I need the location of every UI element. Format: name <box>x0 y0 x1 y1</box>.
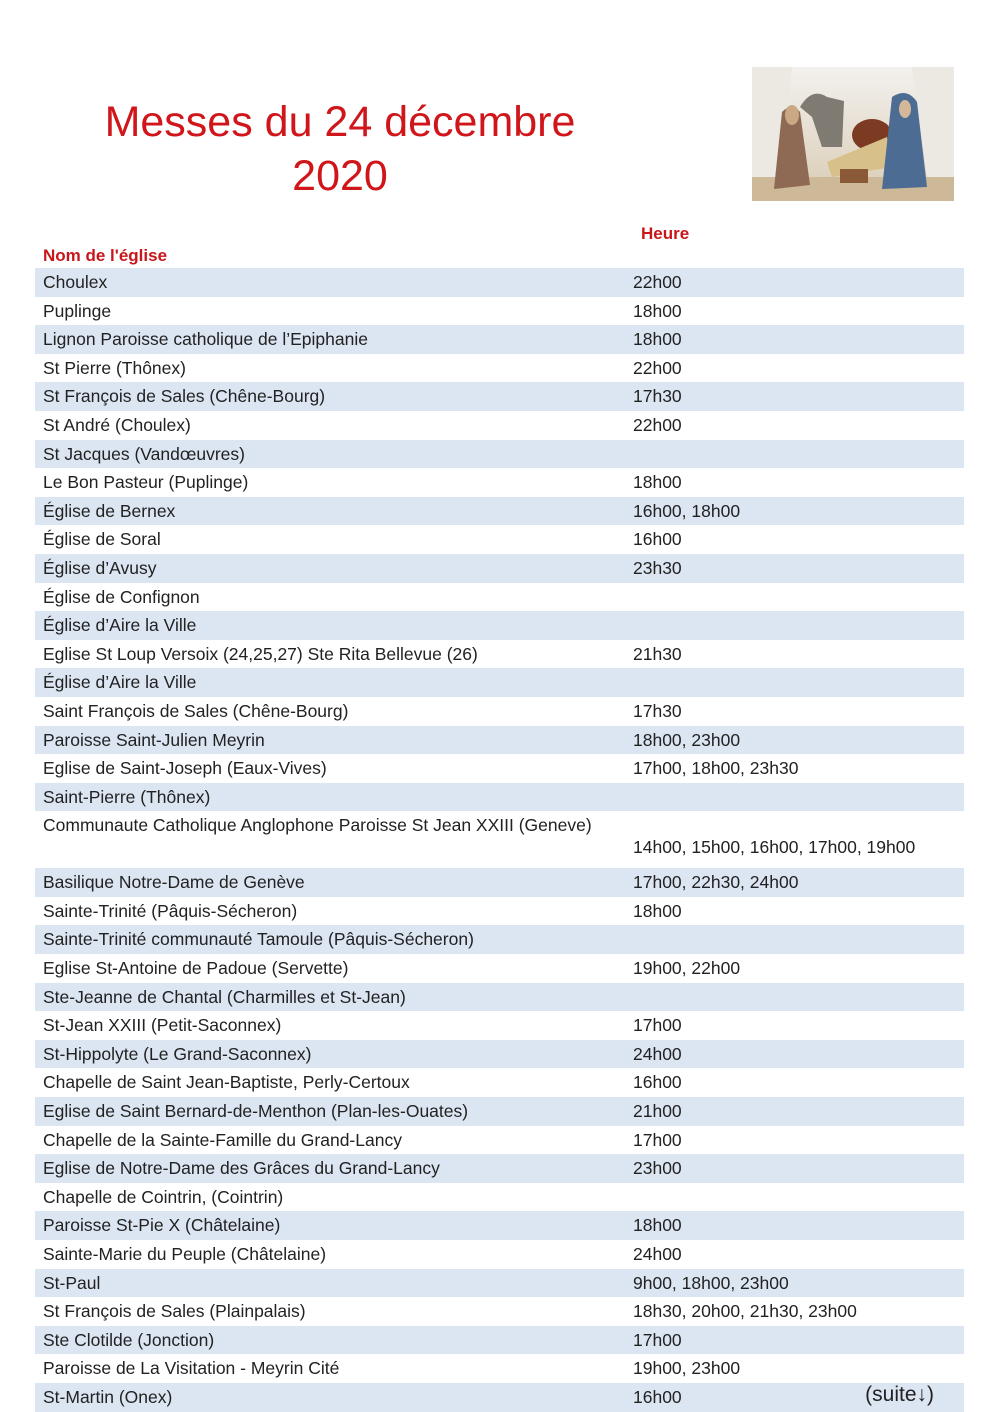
mass-times <box>633 554 964 583</box>
mass-times <box>633 611 964 640</box>
table-row <box>35 1183 964 1212</box>
continuation-note: (suite↓) <box>865 1382 934 1406</box>
table-row <box>35 868 964 897</box>
table-row <box>35 325 964 354</box>
mass-times-value: 23h00 <box>633 1158 682 1179</box>
mass-times-value: 9h00, 18h00, 23h00 <box>633 1272 789 1293</box>
table-row <box>35 1040 964 1069</box>
table-row <box>35 611 964 640</box>
page-title <box>40 95 640 203</box>
table-row <box>35 726 964 755</box>
church-name: Lignon Paroisse catholique de l’Epiphanie <box>43 329 368 350</box>
mass-times-value: 18h00, 23h00 <box>633 729 741 750</box>
mass-times-value: 14h00, 15h00, 16h00, 17h00, 19h00 <box>633 837 916 858</box>
table-row <box>35 954 964 983</box>
church-name: Sainte-Marie du Peuple (Châtelaine) <box>43 1244 327 1264</box>
mass-times-value: 18h00 <box>633 329 682 350</box>
table-row <box>35 697 964 726</box>
church-name: St-Paul <box>43 1272 101 1293</box>
mass-times <box>633 668 964 697</box>
table-row <box>35 440 964 469</box>
church-name: Saint François de Sales (Chêne-Bourg) <box>43 700 349 721</box>
table-row <box>35 297 964 326</box>
church-name: Paroisse St-Pie X (Châtelaine) <box>43 1215 281 1236</box>
mass-times-value: 18h00 <box>633 900 682 921</box>
church-name: Ste-Jeanne de Chantal (Charmilles et St-Jean) <box>43 986 406 1007</box>
table-row <box>35 811 964 868</box>
mass-times-value: 16h00 <box>633 1386 682 1407</box>
mass-times <box>633 925 964 954</box>
table-row <box>35 497 964 526</box>
mass-times-value: 17h00 <box>633 1329 682 1350</box>
mass-times <box>633 297 964 326</box>
mass-times <box>633 1011 964 1040</box>
table-row <box>35 411 964 440</box>
table-row <box>35 925 964 954</box>
mass-times <box>633 1240 964 1269</box>
mass-times-value: 17h30 <box>633 700 682 721</box>
table-row <box>35 1126 964 1155</box>
mass-times-value: 16h00 <box>633 1072 682 1093</box>
church-name: Sainte-Trinité (Pâquis-Sécheron) <box>43 900 298 921</box>
church-name: Église de Bernex <box>43 500 176 521</box>
table-row <box>35 554 964 583</box>
church-name: St Pierre (Thônex) <box>43 357 186 378</box>
table-row <box>35 897 964 926</box>
mass-times-value: 19h00, 23h00 <box>633 1358 741 1379</box>
table-row <box>35 783 964 812</box>
mass-times <box>633 525 964 554</box>
church-name: Église de Soral <box>43 529 161 550</box>
mass-times <box>633 468 964 497</box>
mass-times <box>633 783 964 812</box>
mass-times-value: 18h30, 20h00, 21h30, 23h00 <box>633 1301 857 1322</box>
church-name: St François de Sales (Chêne-Bourg) <box>43 386 326 407</box>
mass-times-value: 23h30 <box>633 557 682 578</box>
table-row <box>35 468 964 497</box>
church-name: Chapelle de la Sainte-Famille du Grand-Lancy <box>43 1129 402 1150</box>
mass-times <box>633 1097 964 1126</box>
mass-times-value: 22h00 <box>633 357 682 378</box>
table-row <box>35 1068 964 1097</box>
church-name: St François de Sales (Plainpalais) <box>43 1301 306 1322</box>
mass-times <box>633 954 964 983</box>
mass-schedule-table <box>35 268 964 1412</box>
mass-times <box>633 440 964 469</box>
table-row <box>35 1383 964 1412</box>
church-name: Eglise de Saint Bernard-de-Menthon (Plan-les-Ouates) <box>43 1101 469 1122</box>
mass-times <box>633 1126 964 1155</box>
church-name: Église d’Avusy <box>43 557 157 578</box>
title-line-2: 2020 <box>292 151 388 200</box>
table-row <box>35 1269 964 1298</box>
mass-times-value: 24h00 <box>633 1043 682 1064</box>
mass-times-value: 18h00 <box>633 300 682 321</box>
table-row <box>35 1097 964 1126</box>
mass-times-value: 19h00, 22h00 <box>633 958 741 979</box>
mass-times <box>633 411 964 440</box>
mass-times <box>633 983 964 1012</box>
table-row <box>35 668 964 697</box>
church-name: Église d’Aire la Ville <box>43 615 197 636</box>
church-name: St-Hippolyte (Le Grand-Saconnex) <box>43 1043 312 1064</box>
church-name: Basilique Notre-Dame de Genève <box>43 872 305 893</box>
church-name: St-Jean XXIII (Petit-Saconnex) <box>43 1015 282 1036</box>
mass-times <box>633 382 964 411</box>
church-name: Le Bon Pasteur (Puplinge) <box>43 472 249 493</box>
table-row <box>35 354 964 383</box>
mass-times-value: 17h00 <box>633 1129 682 1150</box>
table-row <box>35 583 964 612</box>
church-name: Chapelle de Saint Jean-Baptiste, Perly-Certoux <box>43 1072 410 1093</box>
mass-times <box>633 1326 964 1355</box>
mass-times <box>633 1183 964 1212</box>
church-name: Communaute Catholique Anglophone Paroisse St Jean XXIII (Geneve) <box>43 815 592 836</box>
church-name: Saint-Pierre (Thônex) <box>43 786 211 807</box>
table-row <box>35 1326 964 1355</box>
mass-times <box>633 1154 964 1183</box>
church-name: Paroisse Saint-Julien Meyrin <box>43 729 265 750</box>
column-header-name: Nom de l'église <box>43 246 168 265</box>
church-name: Sainte-Trinité communauté Tamoule (Pâquis-Sécheron) <box>43 929 474 950</box>
mass-times <box>633 268 964 297</box>
mass-times <box>633 726 964 755</box>
mass-times <box>633 697 964 726</box>
mass-times-value: 16h00, 18h00 <box>633 500 741 521</box>
table-row <box>35 1240 964 1269</box>
church-name: Puplinge <box>43 300 112 321</box>
table-row <box>35 1354 964 1383</box>
church-name: St Jacques (Vandœuvres) <box>43 443 245 464</box>
mass-times-value: 22h00 <box>633 414 682 435</box>
mass-times-value: 24h00 <box>633 1244 682 1264</box>
title-line-1: Messes du 24 décembre <box>104 97 576 146</box>
church-name: Eglise St Loup Versoix (24,25,27) Ste Rita Bellevue (26) <box>43 643 478 664</box>
mass-times <box>633 1383 964 1412</box>
church-name: Église de Confignon <box>43 586 200 607</box>
church-name: Eglise de Saint-Joseph (Eaux-Vives) <box>43 758 327 779</box>
mass-times <box>633 497 964 526</box>
table-row <box>35 382 964 411</box>
church-name: St-Martin (Onex) <box>43 1386 173 1407</box>
table-row <box>35 268 964 297</box>
table-row <box>35 525 964 554</box>
church-name: Église d’Aire la Ville <box>43 672 197 693</box>
table-row <box>35 1154 964 1183</box>
table-row <box>35 640 964 669</box>
mass-times <box>633 640 964 669</box>
church-name: Eglise de Notre-Dame des Grâces du Grand-Lancy <box>43 1158 440 1179</box>
mass-times-value: 17h00, 18h00, 23h30 <box>633 758 799 779</box>
mass-times-value: 18h00 <box>633 472 682 493</box>
mass-times-value: 17h30 <box>633 386 682 407</box>
church-name: Paroisse de La Visitation - Meyrin Cité <box>43 1358 340 1379</box>
church-name: Chapelle de Cointrin, (Cointrin) <box>43 1186 284 1207</box>
mass-times <box>633 1269 964 1298</box>
church-name: Eglise St-Antoine de Padoue (Servette) <box>43 958 349 979</box>
table-row <box>35 1211 964 1240</box>
table-row <box>35 983 964 1012</box>
table-row <box>35 1011 964 1040</box>
mass-times-value: 16h00 <box>633 529 682 550</box>
church-name: Choulex <box>43 272 108 292</box>
mass-times-value: 21h00 <box>633 1101 682 1122</box>
column-header-time: Heure <box>641 224 690 243</box>
mass-times-value: 17h00, 22h30, 24h00 <box>633 872 799 893</box>
mass-times <box>633 897 964 926</box>
church-name: St André (Choulex) <box>43 414 191 435</box>
table-row <box>35 754 964 783</box>
mass-times-value: 18h00 <box>633 1215 682 1236</box>
mass-times-value: 17h00 <box>633 1015 682 1036</box>
mass-times-value: 22h00 <box>633 272 682 292</box>
mass-times <box>633 354 964 383</box>
mass-times <box>633 325 964 354</box>
mass-times <box>633 1068 964 1097</box>
mass-times <box>633 1040 964 1069</box>
mass-times-value: 21h30 <box>633 643 682 664</box>
mass-times <box>633 1354 964 1383</box>
mass-times <box>633 754 964 783</box>
church-name: Ste Clotilde (Jonction) <box>43 1329 215 1350</box>
mass-times <box>633 868 964 897</box>
table-row <box>35 1297 964 1326</box>
mass-times <box>633 1211 964 1240</box>
mass-times <box>633 1297 964 1326</box>
nativity-image <box>752 67 954 201</box>
mass-times <box>633 583 964 612</box>
mass-times <box>633 811 964 868</box>
